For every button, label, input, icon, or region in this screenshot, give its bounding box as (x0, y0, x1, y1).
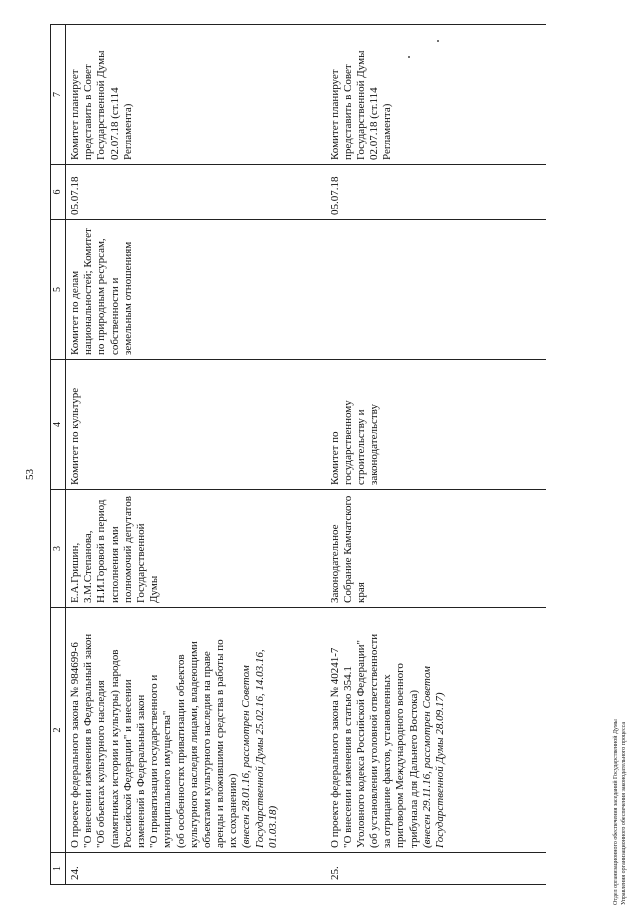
bill-title-line: аренды и вложившими средства в работы по (214, 639, 227, 848)
co-committees-cell: Комитет по делам национальностей; Комитет по природным ресурсам, собственности и земельным отношениям (66, 220, 326, 360)
column-header: 6 (51, 165, 66, 220)
column-number-row (51, 25, 66, 885)
authors-cell: Е.А.Гришин, З.М.Степанова, Н.И.Горовой в период исполнения ими полномочий депутатов Государственной Думы (66, 490, 326, 608)
column-header: 3 (51, 490, 66, 608)
bill-title-line: Уголовного кодекса Российской Федерации" (354, 639, 367, 848)
row-number: 25. (326, 853, 546, 885)
bill-title-line: (об особенностях приватизации объектов (174, 654, 187, 848)
bill-title-line: (памятниках истории и культуры) народов (108, 649, 121, 848)
bills-table (50, 24, 546, 885)
bill-title-line: "О приватизации государственного и (148, 674, 161, 848)
bill-title-line: "Об объектах культурного наследия (95, 680, 108, 848)
column-header: 4 (51, 360, 66, 490)
page-footer (612, 605, 628, 905)
bill-title-line: приговором Международного военного (394, 663, 407, 848)
bill-note: (внесен 29.11.16, рассмотрен Советом Государственной Думы 28.09.17) (420, 666, 446, 848)
bill-title-line: трибунала для Дальнего Востока) (407, 689, 420, 848)
table-row (326, 25, 546, 885)
bill-title-line: их сохранению) (227, 773, 240, 848)
bill-title-line: "О внесении изменения в Федеральный закон (82, 633, 95, 848)
plan-cell: Комитет планирует представить в Совет Государственной Думы 02.07.18 (ст.114 Регламента) (66, 25, 326, 165)
bill-title-line: культурного наследия лицами, владеющими (187, 641, 200, 848)
bill-title-line: изменений в Федеральный закон (134, 694, 147, 848)
bill-title-line: "О внесении изменения в статью 354.1 (341, 666, 354, 848)
footer-line: Управления организационного обеспечения законодательного процесса (621, 721, 628, 905)
bill-title-line: (об установлении уголовной ответственности (368, 633, 381, 848)
page-number: 53 (24, 469, 36, 480)
bill-title-line: за отрицание фактов, установленных (381, 674, 394, 848)
co-committees-cell (326, 220, 546, 360)
column-header: 5 (51, 220, 66, 360)
table-row (66, 25, 326, 885)
committee-cell: Комитет по государственному строительству и законодательству (326, 360, 546, 490)
rotated-table-wrapper (24, 25, 610, 885)
plan-cell: Комитет планирует представить в Совет Государственной Думы 02.07.18 (ст.114 Регламента) (326, 25, 546, 165)
column-header: 1 (51, 853, 66, 885)
committee-cell: Комитет по культуре (66, 360, 326, 490)
bill-intro: О проекте федерального закона № 40241-7 (328, 647, 341, 848)
footer-line: Отдел организационного обеспечения заседаний Государственной Думы (613, 719, 619, 905)
bill-note: (внесен 28.01.16, рассмотрен Советом Государственной Думы 25.02.16, 14.03.16, 01.03.18) (240, 649, 279, 848)
date-cell: 05.07.18 (66, 165, 326, 220)
bill-title-line: объектами культурного наследия на праве (200, 651, 213, 848)
row-number: 24. (66, 853, 326, 885)
bill-title-cell (326, 608, 546, 853)
column-header: 2 (51, 608, 66, 853)
column-header: 7 (51, 25, 66, 165)
bill-title-line: муниципального имущества" (161, 710, 174, 848)
date-cell: 05.07.18 (326, 165, 546, 220)
authors-cell: Законодательное Собрание Камчатского края (326, 490, 546, 608)
bill-title-line: Российской Федерации" и внесении (121, 679, 134, 848)
bill-title-cell (66, 608, 326, 853)
bill-intro: О проекте федерального закона № 984699-6 (69, 642, 81, 848)
